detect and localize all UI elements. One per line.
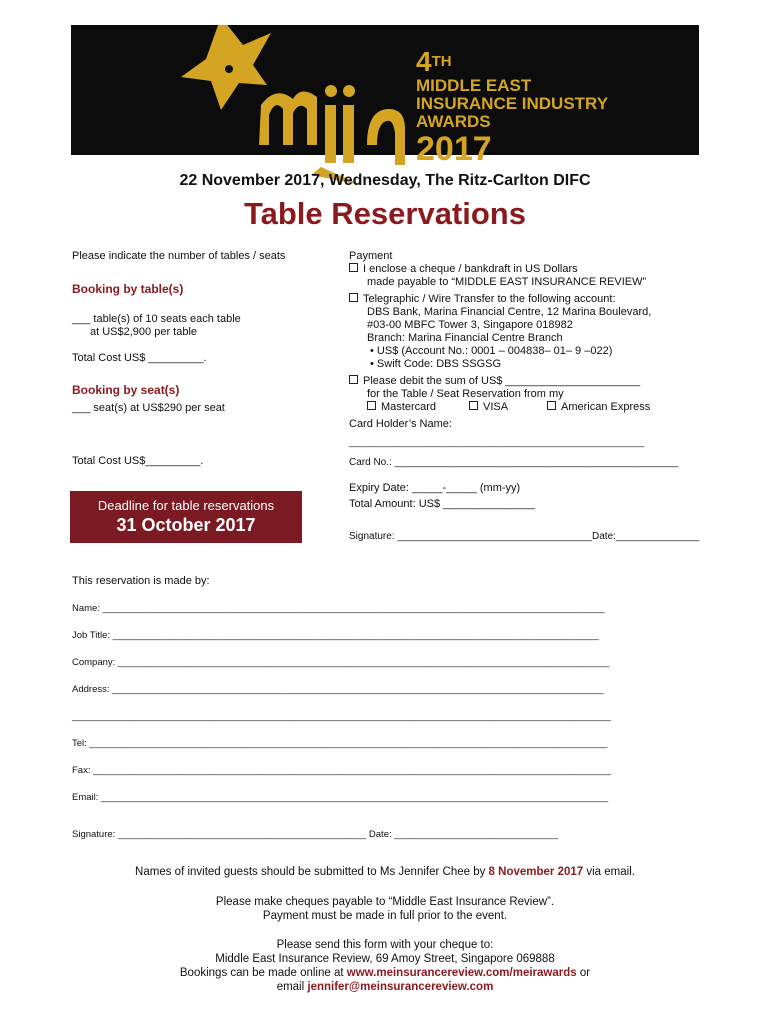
company-field[interactable]: Company: _____________________________________________________________________________________________ [72,657,610,668]
card-line2: for the Table / Seat Reservation from my [367,388,564,400]
awards-line1: MIDDLE EAST [416,76,532,95]
expiry-field[interactable]: Expiry Date: _____-_____ (mm-yy) [349,482,521,494]
card-number-field[interactable]: Card No.: ___________________________________________________ [349,457,679,468]
wire-checkbox[interactable] [349,293,358,302]
guests-pre: Names of invited guests should be submitted to Ms Jennifer Chee by [135,866,486,878]
card-holder-label: Card Holder’s Name: [349,418,452,430]
send-note: Please send this form with your cheque to: [276,939,494,951]
card-checkbox[interactable] [349,375,358,384]
event-line: 22 November 2017, Wednesday, The Ritz-Carlton DIFC [179,172,591,189]
cheque-line1: I enclose a cheque / bankdraft in US Dollars [363,263,578,275]
deadline-date: 31 October 2017 [116,515,256,535]
visa-label: VISA [483,401,509,413]
fax-field[interactable]: Fax: __________________________________________________________________________________________________ [72,765,611,776]
booking-tables-heading: Booking by table(s) [72,282,184,296]
deadline-label: Deadline for table reservations [97,498,275,513]
online-pre: Bookings can be made online at [179,967,344,979]
header-banner [71,25,699,168]
name-field[interactable]: Name: _______________________________________________________________________________________________ [72,603,605,614]
wire-swift: Swift Code: DBS SSGSG [376,358,502,370]
total-amount-field[interactable]: Total Amount: US$ _______________ [349,498,535,510]
wire-line4: Branch: Marina Financial Centre Branch [367,332,563,344]
cheque-line2: made payable to “MIDDLE EAST INSURANCE REVIEW” [367,276,647,288]
card-line1[interactable]: Please debit the sum of US$ ______________________ [363,375,641,387]
amex-label: American Express [561,401,651,413]
deadline-box [70,491,302,543]
online-link[interactable]: www.meinsurancereview.com/meirawards [346,967,577,979]
awards-line2: INSURANCE INDUSTRY [416,94,609,113]
tables-field[interactable]: ___ table(s) of 10 seats each table [72,313,241,325]
cheque-checkbox[interactable] [349,263,358,272]
online-note [0,966,770,980]
cheques-note: Please make cheques payable to “Middle East Insurance Review”. [215,896,555,908]
guests-post: via email. [586,866,635,878]
booking-seats-heading: Booking by seat(s) [72,383,180,397]
mailing-address: Middle East Insurance Review, 69 Amoy Street, Singapore 069888 [215,953,555,965]
bullet-icon: • [370,345,377,357]
ordinal: 4 [416,46,432,77]
contact-intro: This reservation is made by: [72,575,210,587]
awards-line3: AWARDS [416,112,491,131]
total-cost-tables[interactable]: Total Cost US$ _________. [72,352,207,364]
wire-line1: Telegraphic / Wire Transfer to the following account: [363,293,616,305]
contact-signature-field[interactable]: Signature: _______________________________________________ Date: _______________________________ [72,829,559,840]
mastercard-checkbox[interactable] [367,401,376,410]
logo-letter-a [367,109,405,165]
wire-line3: #03-00 MBFC Tower 3, Singapore 018982 [367,319,573,331]
total-cost-seats[interactable]: Total Cost US$_________. [72,455,204,467]
card-holder-field[interactable]: ___________________________________________________________ [349,437,645,447]
mastercard-label: Mastercard [381,401,437,413]
page-title: Table Reservations [244,196,526,231]
amex-checkbox[interactable] [547,401,556,410]
guests-date: 8 November 2017 [488,866,584,878]
payment-signature-field[interactable]: Signature: ___________________________________Date:_______________ [349,531,700,542]
address-field-2[interactable]: ______________________________________________________________________________________________________ [72,711,611,722]
job-title-field[interactable]: Job Title: ____________________________________________________________________________________________ [72,630,599,641]
email-note [0,980,770,994]
awards-wordmark [416,47,608,167]
full-payment-note: Payment must be made in full prior to the event. [262,910,508,922]
tables-price: at US$2,900 per table [90,326,198,338]
guests-note [0,865,770,879]
address-field[interactable]: Address: _____________________________________________________________________________________________ [72,684,604,695]
email-field[interactable]: Email: ________________________________________________________________________________________________ [72,792,609,803]
wire-account: US$ (Account No.: 0001 – 004838– 01– 9 –022) [376,345,613,357]
email-link[interactable]: jennifer@meinsurancereview.com [307,981,494,993]
payment-heading: Payment [349,250,393,262]
bullet-icon: • [370,358,377,370]
tel-field[interactable]: Tel: __________________________________________________________________________________________________ [72,738,608,749]
ordinal-suffix: TH [431,53,452,70]
email-pre: email [276,981,305,993]
wire-line2: DBS Bank, Marina Financial Centre, 12 Marina Boulevard, [367,306,652,318]
seats-field[interactable]: ___ seat(s) at US$290 per seat [72,402,225,414]
instruction: Please indicate the number of tables / seats [72,250,286,262]
logo-letter-m [259,91,317,145]
visa-checkbox[interactable] [469,401,478,410]
awards-year: 2017 [416,130,492,168]
online-post: or [579,967,591,979]
